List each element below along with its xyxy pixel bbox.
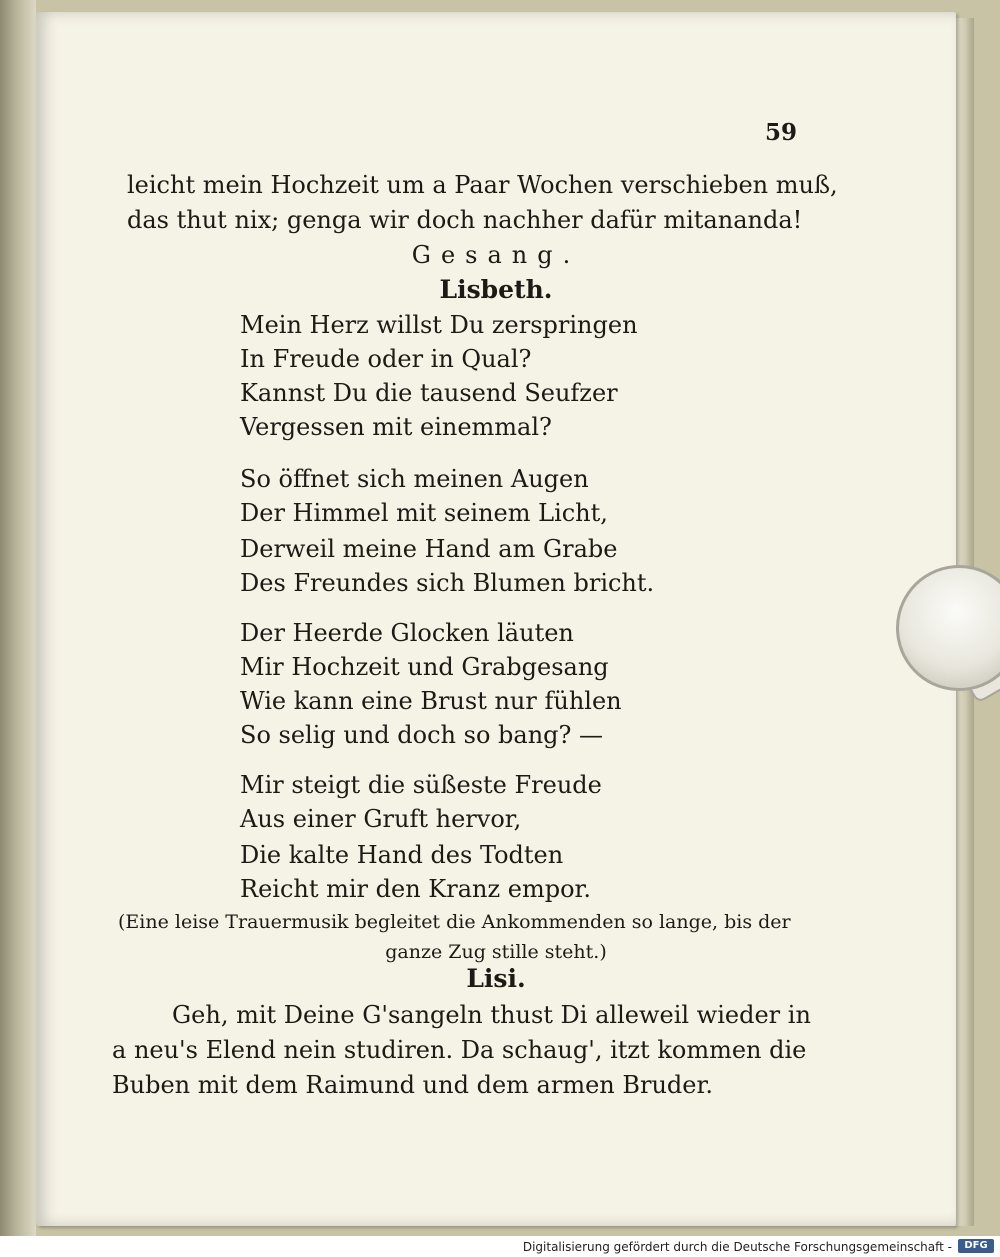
verse-line: Kannst Du die tausend Seufzer <box>240 379 618 407</box>
verse-line: So öffnet sich meinen Augen <box>240 465 589 493</box>
stage-direction-line: (Eine leise Trauermusik begleitet die Ankommenden so lange, bis der <box>118 911 791 933</box>
verse-line: Aus einer Gruft hervor, <box>240 805 522 833</box>
prose-line: leicht mein Hochzeit um a Paar Wochen verschieben muß, <box>127 171 838 199</box>
dfg-logo[interactable]: DFG <box>958 1239 994 1253</box>
verse-line: Mein Herz willst Du zerspringen <box>240 311 638 339</box>
prose-line: Geh, mit Deine G'sangeln thust Di alleweil wieder in <box>172 1001 811 1029</box>
verse-line: Die kalte Hand des Todten <box>240 841 564 869</box>
page-number: 59 <box>765 119 798 146</box>
prose-line: das thut nix; genga wir doch nachher dafür mitananda! <box>127 206 803 234</box>
verse-line: In Freude oder in Qual? <box>240 345 532 373</box>
verse-line: So selig und doch so bang? — <box>240 721 604 749</box>
song-heading: Gesang. <box>411 241 581 269</box>
verse-line: Reicht mir den Kranz empor. <box>240 875 591 903</box>
stage-direction-line: ganze Zug stille steht.) <box>385 941 607 963</box>
verse-line: Wie kann eine Brust nur fühlen <box>240 687 622 715</box>
verse-line: Der Himmel mit seinem Licht, <box>240 499 608 527</box>
funding-credit: Digitalisierung gefördert durch die Deutsche Forschungsgemeinschaft - <box>522 1240 952 1254</box>
speaker-name: Lisi. <box>466 964 526 993</box>
verse-line: Mir Hochzeit und Grabgesang <box>240 653 609 681</box>
verse-line: Des Freundes sich Blumen bricht. <box>240 569 655 597</box>
verse-line: Derweil meine Hand am Grabe <box>240 535 618 563</box>
verse-line: Vergessen mit einemmal? <box>240 413 552 441</box>
verse-line: Der Heerde Glocken läuten <box>240 619 574 647</box>
prose-line: a neu's Elend nein studiren. Da schaug', itzt kommen die <box>112 1036 807 1064</box>
prose-line: Buben mit dem Raimund und dem armen Bruder. <box>112 1071 713 1099</box>
speaker-name: Lisbeth. <box>439 275 553 304</box>
verse-line: Mir steigt die süßeste Freude <box>240 771 602 799</box>
